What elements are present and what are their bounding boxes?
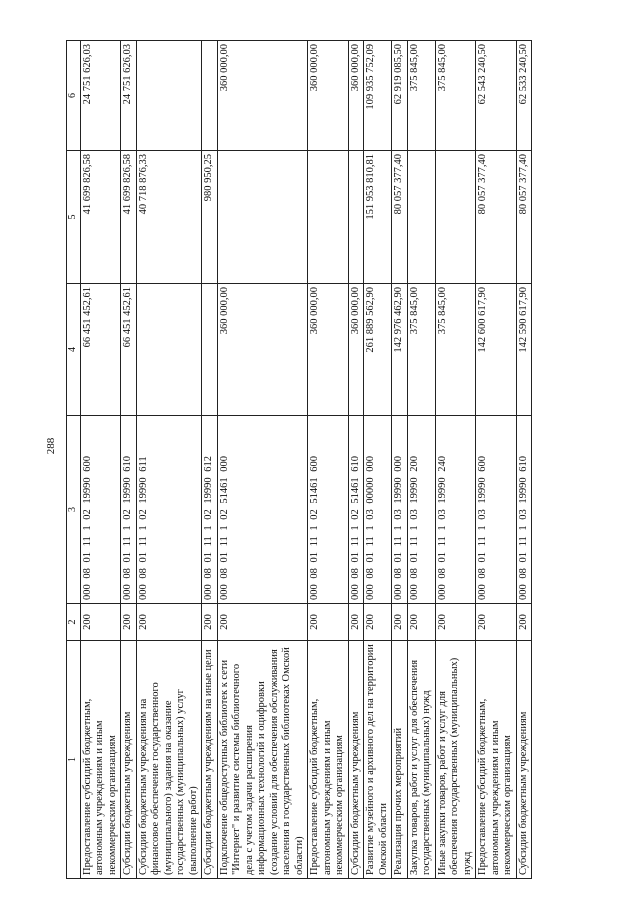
row-amount-col6-cell	[136, 41, 202, 151]
row-amount-col6-cell: 62 919 085,50	[392, 41, 408, 151]
row-admin-code-cell: 200	[348, 604, 364, 641]
row-amount-col4-cell: 360 000,00	[217, 284, 308, 416]
row-budget-code-cell: 000 08 01 11 1 02 51461 600	[308, 416, 349, 604]
row-amount-col6-cell: 24 751 626,03	[80, 41, 121, 151]
row-amount-col6-cell: 360 000,00	[217, 41, 308, 151]
row-budget-code-cell: 000 08 01 11 1 03 19990 000	[392, 416, 408, 604]
row-name-cell: Предоставление субсидий бюджетным, автономным учреждениям и иным некоммерческим организациям	[476, 641, 517, 879]
row-amount-col5-cell: 151 953 810,81	[364, 151, 392, 284]
row-amount-col4-cell: 375 845,00	[435, 284, 476, 416]
row-admin-code-cell: 200	[364, 604, 392, 641]
row-name-cell: Субсидии бюджетным учреждениям на финансовое обеспечение государственного (муниципального) задания на оказание государственных (муниципальных) услуг (выполнение работ)	[136, 641, 202, 879]
row-amount-col6-cell	[202, 41, 218, 151]
table-row	[202, 41, 218, 879]
row-amount-col4-cell: 261 889 562,90	[364, 284, 392, 416]
row-name-cell: Закупка товаров, работ и услуг для обеспечения государственных (муниципальных) нужд	[407, 641, 435, 879]
table-row	[364, 41, 392, 879]
table-header	[67, 41, 81, 879]
row-admin-code-cell: 200	[121, 604, 137, 641]
row-admin-code-cell: 200	[217, 604, 308, 641]
table-row	[516, 41, 532, 879]
row-amount-col6-cell: 24 751 626,03	[121, 41, 137, 151]
row-amount-col6-cell: 360 000,00	[348, 41, 364, 151]
row-budget-code-cell: 000 08 01 11 1 03 19990 200	[407, 416, 435, 604]
table-row	[121, 41, 137, 879]
row-amount-col5-cell: 41 699 826,58	[80, 151, 121, 284]
row-admin-code-cell: 200	[202, 604, 218, 641]
row-amount-col4-cell: 375 845,00	[407, 284, 435, 416]
table-row	[392, 41, 408, 879]
budget-table	[66, 40, 532, 879]
row-budget-code-cell: 000 08 01 11 1 02 19990 612	[202, 416, 218, 604]
table-row	[308, 41, 349, 879]
row-budget-code-cell: 000 08 01 11 1 02 19990 600	[80, 416, 121, 604]
row-amount-col6-cell: 62 533 240,50	[516, 41, 532, 151]
row-amount-col5-cell: 41 699 826,58	[121, 151, 137, 284]
row-admin-code-cell: 200	[435, 604, 476, 641]
table-row	[136, 41, 202, 879]
row-budget-code-cell: 000 08 01 11 1 03 19990 240	[435, 416, 476, 604]
page-number: 288	[45, 437, 57, 455]
row-admin-code-cell: 200	[308, 604, 349, 641]
header-col-1: 1	[67, 641, 81, 879]
row-amount-col5-cell: 40 718 876,33	[136, 151, 202, 284]
header-col-2: 2	[67, 604, 81, 641]
row-admin-code-cell: 200	[516, 604, 532, 641]
row-name-cell: Подключение общедоступных библиотек к сети "Интернет" и развитие системы библиотечного дела с учетом задачи расширения информационных технологий и оцифровки (создание условий для обеспечения обслуживания населения в государственных библиотеках Омской области)	[217, 641, 308, 879]
row-amount-col4-cell: 142 590 617,90	[516, 284, 532, 416]
row-amount-col5-cell	[217, 151, 308, 284]
table-row	[348, 41, 364, 879]
row-name-cell: Субсидии бюджетным учреждениям на иные цели	[202, 641, 218, 879]
row-budget-code-cell: 000 08 01 11 1 03 00000 000	[364, 416, 392, 604]
row-admin-code-cell: 200	[136, 604, 202, 641]
row-amount-col4-cell: 360 000,00	[348, 284, 364, 416]
table-row	[407, 41, 435, 879]
row-amount-col4-cell: 142 600 617,90	[476, 284, 517, 416]
row-name-cell: Развитие музейного и архивного дел на территории Омской области	[364, 641, 392, 879]
row-name-cell: Предоставление субсидий бюджетным, автономным учреждениям и иным некоммерческим организациям	[80, 641, 121, 879]
row-admin-code-cell: 200	[392, 604, 408, 641]
row-amount-col6-cell: 360 000,00	[308, 41, 349, 151]
row-budget-code-cell: 000 08 01 11 1 03 19990 610	[516, 416, 532, 604]
row-name-cell: Субсидии бюджетным учреждениям	[516, 641, 532, 879]
row-amount-col5-cell: 80 057 377,40	[476, 151, 517, 284]
header-col-3: 3	[67, 416, 81, 604]
table-body	[80, 41, 532, 879]
row-amount-col4-cell	[136, 284, 202, 416]
row-amount-col6-cell: 109 935 752,09	[364, 41, 392, 151]
row-amount-col5-cell	[407, 151, 435, 284]
header-col-5: 5	[67, 151, 81, 284]
row-amount-col4-cell	[202, 284, 218, 416]
row-amount-col6-cell: 62 543 240,50	[476, 41, 517, 151]
row-name-cell: Субсидии бюджетным учреждениям	[348, 641, 364, 879]
table-row	[80, 41, 121, 879]
row-amount-col4-cell: 142 976 462,90	[392, 284, 408, 416]
header-col-4: 4	[67, 284, 81, 416]
row-name-cell: Иные закупки товаров, работ и услуг для обеспечения государственных (муниципальных) нужд	[435, 641, 476, 879]
row-amount-col6-cell: 375 845,00	[435, 41, 476, 151]
row-amount-col4-cell: 66 451 452,61	[80, 284, 121, 416]
row-amount-col4-cell: 66 451 452,61	[121, 284, 137, 416]
row-admin-code-cell: 200	[407, 604, 435, 641]
table-row	[476, 41, 517, 879]
row-amount-col5-cell	[435, 151, 476, 284]
row-admin-code-cell: 200	[80, 604, 121, 641]
row-budget-code-cell: 000 08 01 11 1 02 19990 611	[136, 416, 202, 604]
row-amount-col5-cell: 80 057 377,40	[392, 151, 408, 284]
row-budget-code-cell: 000 08 01 11 1 03 19990 600	[476, 416, 517, 604]
row-amount-col5-cell	[308, 151, 349, 284]
row-amount-col6-cell: 375 845,00	[407, 41, 435, 151]
row-admin-code-cell: 200	[476, 604, 517, 641]
row-name-cell: Предоставление субсидий бюджетным, автономным учреждениям и иным некоммерческим организациям	[308, 641, 349, 879]
row-amount-col5-cell: 980 950,25	[202, 151, 218, 284]
table-row	[217, 41, 308, 879]
row-name-cell: Реализация прочих мероприятий	[392, 641, 408, 879]
row-budget-code-cell: 000 08 01 11 1 02 19990 610	[121, 416, 137, 604]
header-col-6: 6	[67, 41, 81, 151]
row-amount-col5-cell: 80 057 377,40	[516, 151, 532, 284]
header-row	[67, 41, 81, 879]
row-budget-code-cell: 000 08 01 11 1 02 51461 000	[217, 416, 308, 604]
row-amount-col5-cell	[348, 151, 364, 284]
row-amount-col4-cell: 360 000,00	[308, 284, 349, 416]
table-row	[435, 41, 476, 879]
rotated-budget-table-container	[66, 41, 574, 879]
row-name-cell: Субсидии бюджетным учреждениям	[121, 641, 137, 879]
row-budget-code-cell: 000 08 01 11 1 02 51461 610	[348, 416, 364, 604]
